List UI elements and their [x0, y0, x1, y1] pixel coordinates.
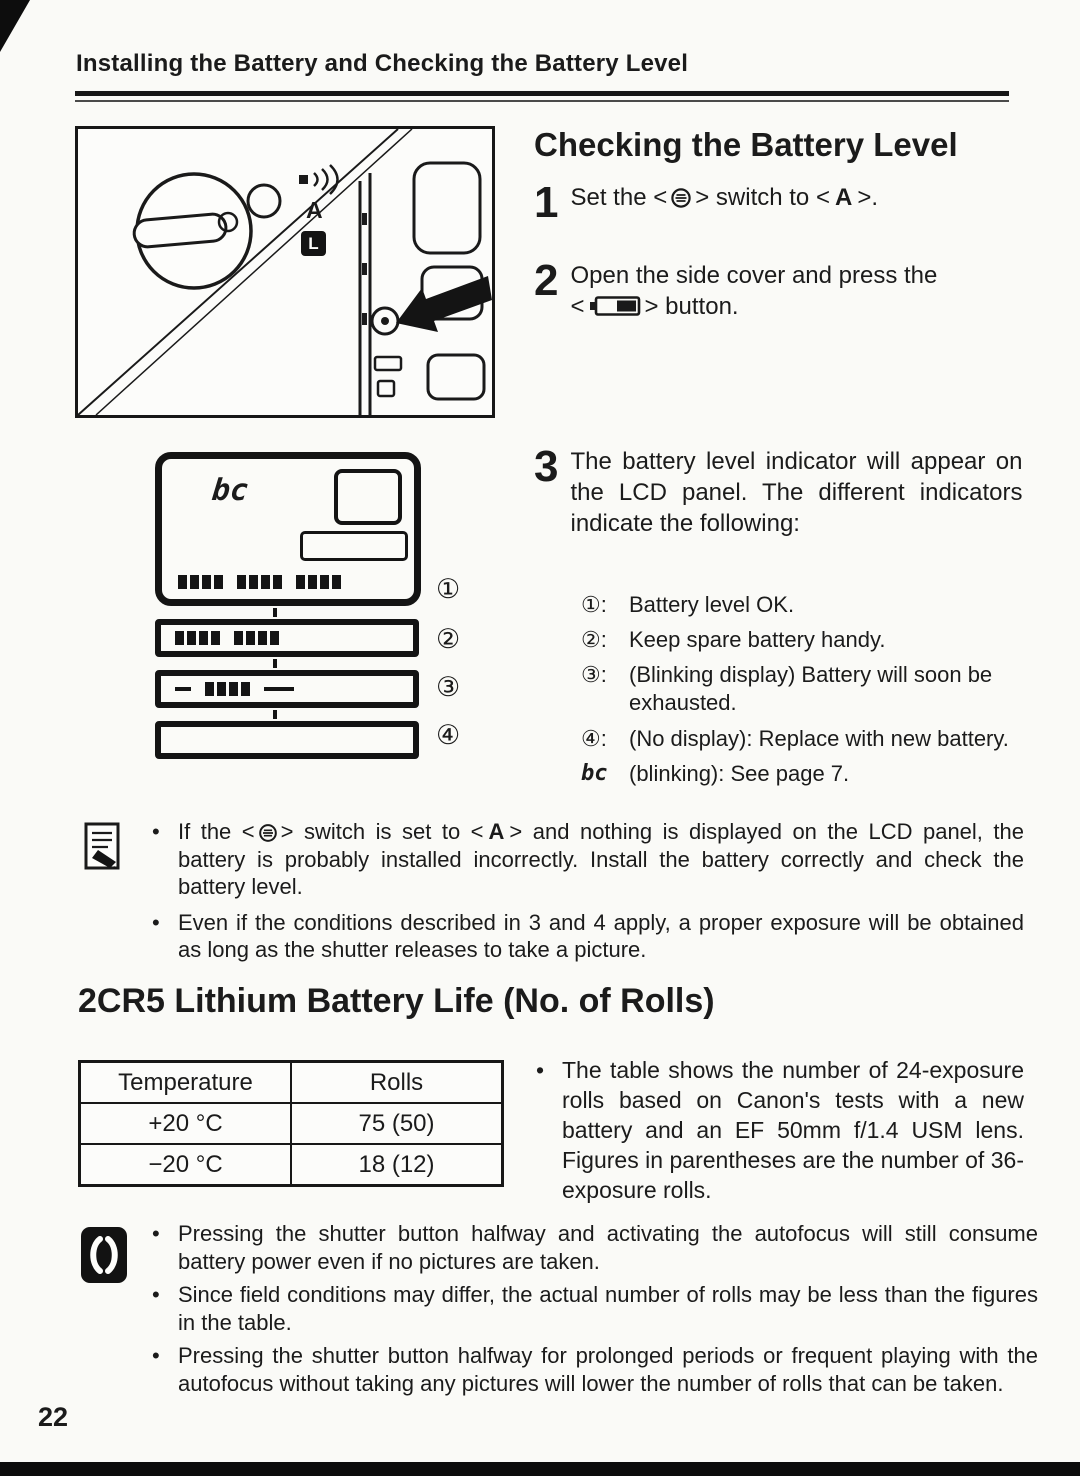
lcd-strip-level-4 — [155, 721, 419, 759]
switch-bracket — [653, 184, 709, 211]
angle-open: < — [570, 293, 585, 321]
table-header-temperature: Temperature — [80, 1062, 292, 1104]
table-note — [536, 1056, 1024, 1205]
indicator-label-bc: bc — [581, 760, 608, 786]
table-cell: −20 °C — [80, 1144, 292, 1186]
camera-illustration — [75, 126, 495, 418]
diagram-label-1: ① — [436, 574, 461, 604]
step-2-text — [570, 260, 1016, 322]
step-3-text: The battery level indicator will appear on the LCD panel. The different indicators indicate the following: — [570, 448, 1023, 538]
switch-bracket — [242, 819, 294, 844]
lcd-center-tick — [273, 710, 277, 719]
lcd-bc-code: bc — [210, 473, 250, 508]
page-edge-bar — [0, 1462, 1080, 1476]
step-2 — [534, 256, 1016, 322]
notes-block-1 — [152, 818, 1024, 972]
step-1-text-a: Set the — [570, 184, 654, 211]
angle-close: > — [644, 293, 659, 321]
angle-open: < — [470, 819, 484, 844]
indicator-label-3: ③: — [581, 662, 607, 688]
indicator-text-4: (No display): Replace with new battery. — [629, 725, 1009, 751]
bullet-icon: • — [152, 1343, 160, 1368]
indicator-meaning-list — [581, 591, 1025, 795]
step-1-text — [570, 182, 1016, 224]
angle-close: > — [695, 184, 710, 211]
battery-check-icon — [589, 295, 641, 317]
indicator-label-2: ②: — [581, 627, 607, 653]
battery-life-table — [78, 1060, 504, 1187]
lcd-frame-counter-box — [334, 469, 402, 525]
battery-bar-group — [178, 575, 223, 589]
list-item — [581, 760, 1025, 788]
step-2-text-a: Open the side cover and press the — [570, 262, 938, 289]
bullet-icon: • — [152, 819, 160, 844]
diagram-label-2: ② — [436, 624, 461, 654]
step-3-number: 3 — [534, 442, 559, 491]
scan-artifact — [0, 0, 40, 56]
lcd-exposure-box — [300, 531, 408, 561]
step-1-number: 1 — [534, 178, 559, 227]
bullet-icon: • — [152, 1282, 160, 1307]
table-header-rolls: Rolls — [291, 1062, 503, 1104]
a-position-label: A — [834, 184, 853, 211]
bullet-icon: • — [152, 909, 160, 935]
angle-open: < — [815, 184, 830, 211]
indicator-text-2: Keep spare battery handy. — [629, 627, 886, 653]
angle-open: < — [653, 184, 668, 211]
step-3 — [534, 442, 1023, 540]
note-badge-icon — [80, 1226, 128, 1284]
camera-drawing — [78, 129, 492, 415]
note-item — [152, 1342, 1038, 1397]
diagram-label-4: ④ — [436, 720, 461, 750]
memo-note-icon — [84, 822, 122, 872]
step-2-number: 2 — [534, 256, 559, 305]
dial-position-lock: L — [301, 231, 326, 256]
lcd-center-tick — [273, 608, 277, 617]
table-cell: +20 °C — [80, 1103, 292, 1144]
pointer-arrow — [396, 276, 492, 332]
step-1-text-b: switch to — [709, 184, 816, 211]
table-cell: 18 (12) — [291, 1144, 503, 1186]
lcd-strip-level-3 — [155, 670, 419, 708]
dial-position-a: A — [306, 197, 323, 223]
indicator-text-bc: (blinking): See page 7. — [629, 760, 850, 786]
header-rule-thin — [75, 100, 1009, 102]
table-note-text: The table shows the number of 24-exposure rolls based on Canon's tests with a new battery and an EF 50mm f/1.4 USM lens. Figures in parentheses are the number of 36-exposure rolls. — [562, 1057, 1024, 1203]
table-header-row — [80, 1062, 503, 1104]
main-switch-icon — [670, 187, 692, 209]
indicator-text-3: (Blinking display) Battery will soon be exhausted. — [629, 662, 993, 716]
note-text: Since field conditions may differ, the actual number of rolls may be less than the figures in the table. — [178, 1282, 1038, 1335]
list-item — [581, 591, 1025, 619]
diagram-label-3: ③ — [436, 672, 461, 702]
header-rule-thick — [75, 91, 1009, 96]
lcd-panel-diagram — [155, 452, 421, 759]
main-switch-icon — [258, 823, 278, 843]
page-number: 22 — [38, 1402, 69, 1432]
bullet-icon: • — [152, 1221, 160, 1246]
a-position-label: A — [488, 819, 505, 844]
table-row — [80, 1103, 503, 1144]
battery-bar-group — [296, 575, 341, 589]
indicator-label-4: ④: — [581, 725, 607, 751]
step-2-text-b: button. — [658, 293, 739, 321]
note-text — [178, 818, 1024, 901]
battery-bar-group — [205, 682, 250, 696]
battery-bar-group — [237, 575, 282, 589]
note-text: Pressing the shutter button halfway and activating the autofocus will still consume battery power even if no pictures are taken. — [178, 1221, 1038, 1274]
a-bracket — [816, 184, 871, 211]
note-item — [152, 1281, 1038, 1336]
blink-dash — [175, 687, 191, 691]
notes-block-2 — [152, 1220, 1038, 1403]
note-item — [152, 909, 1024, 964]
blink-dash — [264, 687, 294, 691]
angle-close: > — [857, 184, 872, 211]
note-text-b: switch is set to — [293, 819, 471, 844]
lcd-strip-level-2 — [155, 619, 419, 657]
note-item — [152, 1220, 1038, 1275]
step-1-text-c: . — [871, 184, 878, 211]
section-title-checking-battery: Checking the Battery Level — [534, 126, 958, 163]
note-text-a: If the — [178, 819, 242, 844]
battery-bar-group — [175, 631, 220, 645]
battery-bar-group — [234, 631, 279, 645]
section-title-battery-life: 2CR5 Lithium Battery Life (No. of Rolls) — [78, 982, 715, 1020]
note-text-c: and nothing is displayed on the LCD panel, the battery is probably installed incorrectly. Install the battery correctly and check the battery level. — [178, 819, 1024, 899]
battery-button-bracket — [570, 293, 658, 320]
a-bracket — [471, 819, 523, 844]
angle-close: > — [280, 819, 294, 844]
sound-waves-icon — [299, 165, 338, 194]
table-row — [80, 1144, 503, 1186]
main-dial — [133, 174, 280, 288]
note-text: Pressing the shutter button halfway for prolonged periods or frequent playing with the autofocus without taking any pictures will lower the number of rolls that can be taken. — [178, 1343, 1038, 1396]
list-item — [581, 661, 1025, 717]
note-text: Even if the conditions described in 3 and 4 apply, a proper exposure will be obtained as long as the shutter releases to take a picture. — [178, 909, 1024, 962]
list-item — [581, 725, 1025, 753]
angle-close: > — [509, 819, 523, 844]
lcd-panel-main — [155, 452, 421, 606]
angle-open: < — [241, 819, 255, 844]
bullet-icon: • — [536, 1057, 545, 1083]
step-1 — [534, 178, 1016, 227]
table-cell: 75 (50) — [291, 1103, 503, 1144]
list-item — [581, 626, 1025, 654]
indicator-label-1: ①: — [581, 592, 607, 617]
battery-check-button-dot — [381, 317, 389, 325]
lcd-center-tick — [273, 659, 277, 668]
page-header-title: Installing the Battery and Checking the Battery Level — [76, 50, 689, 77]
note-item — [152, 818, 1024, 901]
battery-level-full — [178, 575, 341, 589]
indicator-text-1: Battery level OK. — [629, 592, 795, 617]
